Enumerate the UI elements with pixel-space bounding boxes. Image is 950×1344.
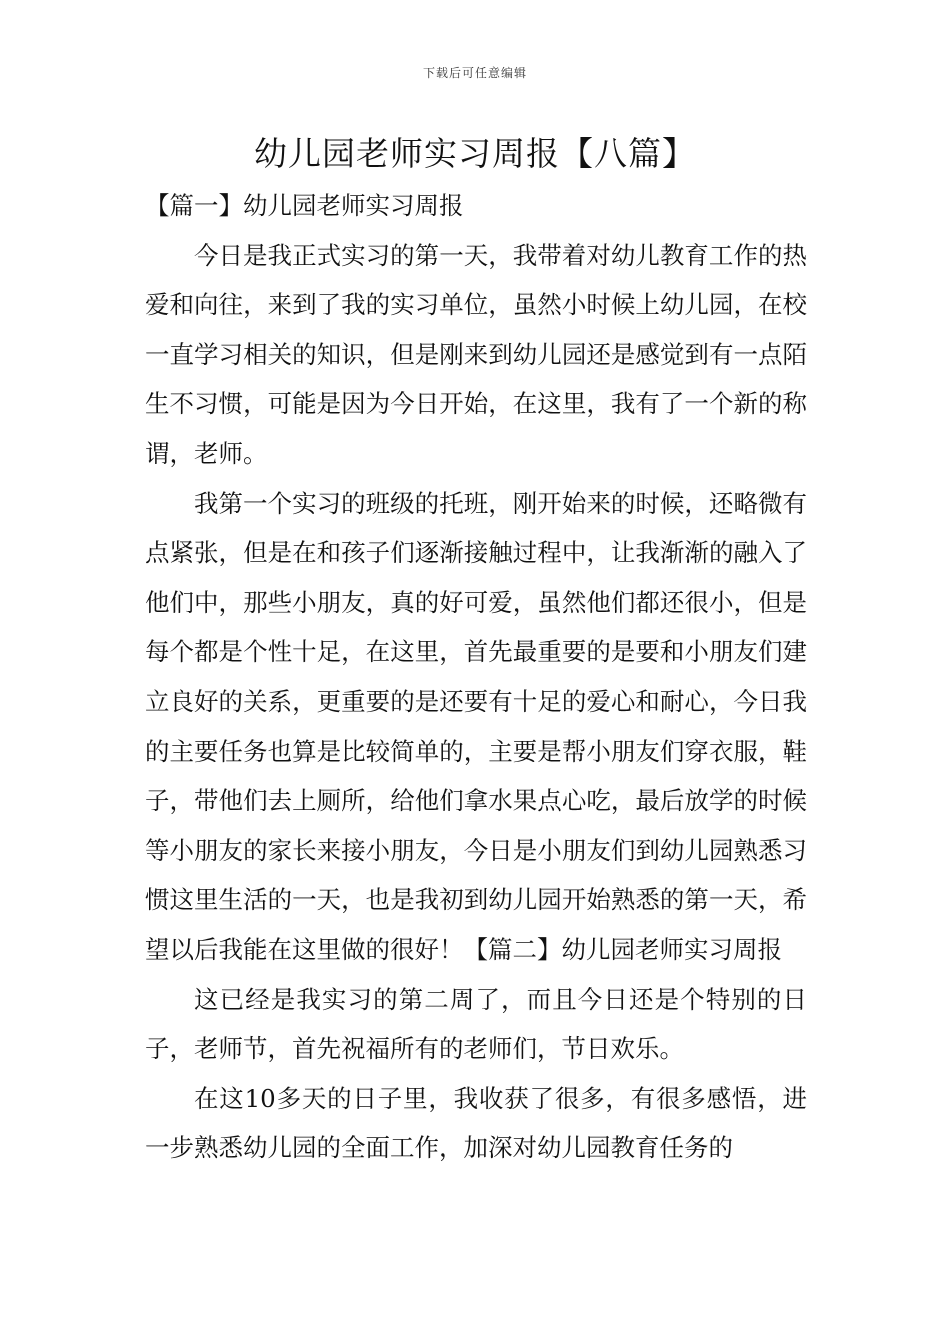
section-heading-1: 【篇一】幼儿园老师实习周报 bbox=[145, 191, 464, 220]
paragraph-3: 这已经是我实习的第二周了，而且今日还是个特别的日子，老师节，首先祝福所有的老师们，节日欢乐。 bbox=[145, 984, 807, 1064]
paragraph-2 bbox=[145, 479, 807, 975]
paragraph-4: 在这10多天的日子里，我收获了很多，有很多感悟，进一步熟悉幼儿园的全面工作，加深对幼儿园教育任务的 bbox=[145, 1083, 807, 1163]
section-heading-2: 【篇二】幼儿园老师实习周报 bbox=[463, 934, 782, 964]
paragraph-1: 今日是我正式实习的第一天，我带着对幼儿教育工作的热爱和向往，来到了我的实习单位，虽然小时候上幼儿园，在校一直学习相关的知识，但是刚来到幼儿园还是感觉到有一点陌生不习惯，可能是因为今日开始，在这里，我有了一个新的称谓，老师。 bbox=[145, 240, 807, 468]
document-title: 幼儿园老师实习周报【八篇】 bbox=[254, 134, 696, 173]
header-note: 下载后可任意编辑 bbox=[422, 66, 527, 80]
paragraph-2-text: 我第一个实习的班级的托班，刚开始来的时候，还略微有点紧张，但是在和孩子们逐渐接触过程中，让我渐渐的融入了他们中，那些小朋友，真的好可爱，虽然他们都还很小，但是每个都是个性十足，在这里，首先最重要的是要和小朋友们建立良好的关系，更重要的是还要有十足的爱心和耐心，今日我的主要任务也算是比较简单的，主要是帮小朋友们穿衣服，鞋子，带他们去上厕所，给他们拿水果点心吃，最后放学的时候等小朋友的家长来接小朋友，今日是小朋友们到幼儿园熟悉习惯这里生活的一天，也是我初到幼儿园开始熟悉的第一天，希望以后我能在这里做的很好！ bbox=[145, 488, 807, 964]
document-body bbox=[145, 181, 807, 1173]
